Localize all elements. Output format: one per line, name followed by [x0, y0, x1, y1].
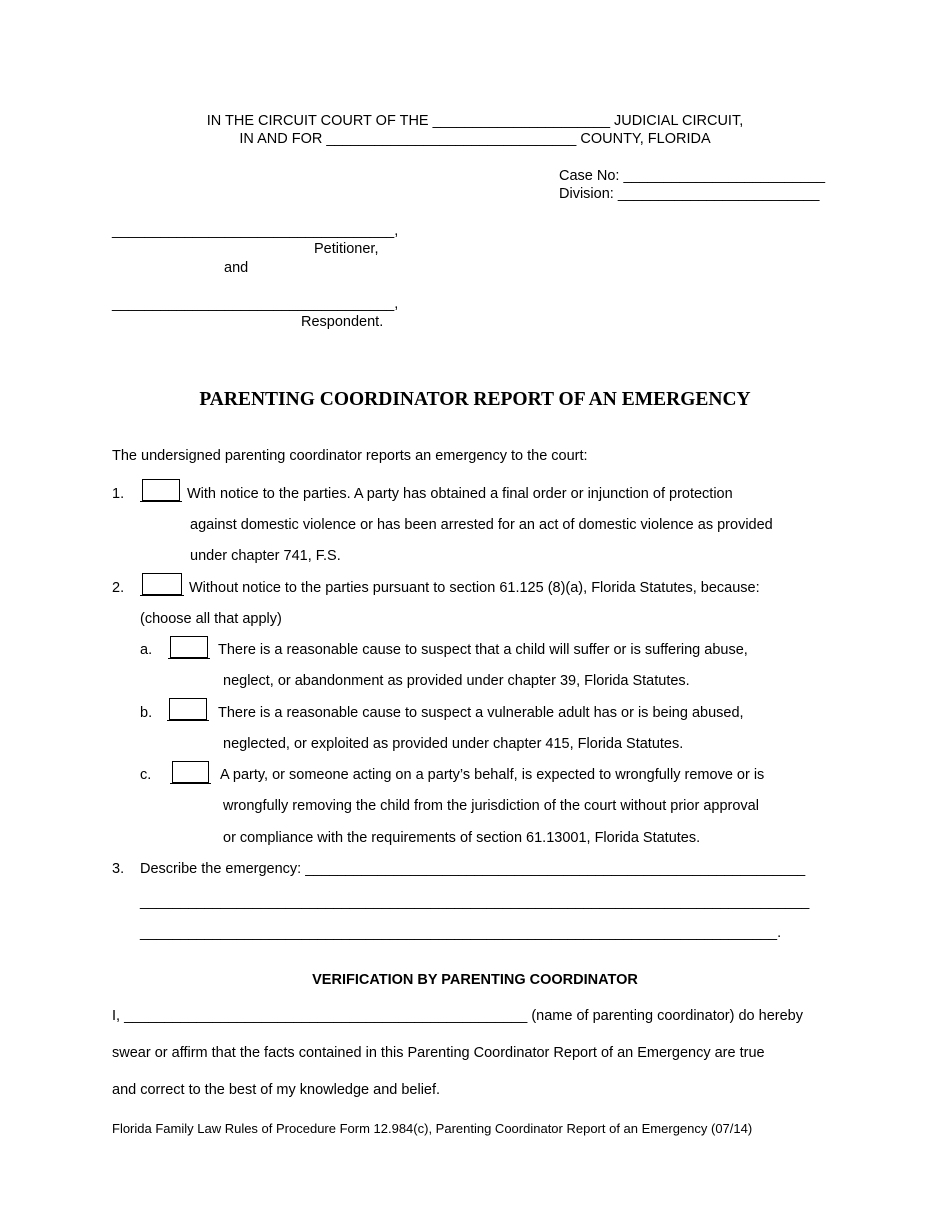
verification-heading: VERIFICATION BY PARENTING COORDINATOR [312, 972, 638, 988]
division-field[interactable]: Division: _________________________ [559, 186, 820, 202]
item-1-text-line-1: With notice to the parties. A party has obtained a final order or injunction of protection [187, 486, 733, 502]
court-line-1: IN THE CIRCUIT COURT OF THE ______________________ JUDICIAL CIRCUIT, [206, 113, 744, 129]
item-2b-letter: b. [140, 705, 153, 721]
and-label: and [224, 260, 249, 276]
respondent-label: Respondent. [301, 314, 384, 330]
verification-name-line[interactable]: I, __________________________________________________ (name of parenting coordinator) do hereby [112, 1008, 803, 1024]
item-2b-checkbox[interactable] [169, 698, 207, 720]
describe-emergency-line-2[interactable]: ___________________________________________________________________________________ [140, 894, 810, 910]
verification-text-line-2: swear or affirm that the facts contained in this Parenting Coordinator Report of an Emergency are true [112, 1045, 765, 1061]
case-number-field[interactable]: Case No: _________________________ [559, 168, 826, 184]
item-2b-text-line-2: neglected, or exploited as provided under chapter 415, Florida Statutes. [223, 736, 684, 752]
respondent-name-line[interactable]: ___________________________________, [112, 296, 399, 312]
item-2b-text-line-1: There is a reasonable cause to suspect a vulnerable adult has or is being abused, [218, 705, 744, 721]
item-2-text-line-1: Without notice to the parties pursuant to section 61.125 (8)(a), Florida Statutes, because: [189, 580, 760, 596]
item-2c-text-line-3: or compliance with the requirements of section 61.13001, Florida Statutes. [223, 830, 701, 846]
item-2a-letter: a. [140, 642, 153, 658]
item-3-number: 3. [112, 861, 125, 877]
item-1-text-line-3: under chapter 741, F.S. [190, 548, 341, 564]
describe-emergency-field[interactable]: Describe the emergency: ______________________________________________________________ [140, 861, 806, 877]
item-2-checkbox[interactable] [142, 573, 182, 595]
item-1-checkbox[interactable] [142, 479, 180, 501]
item-2c-text-line-1: A party, or someone acting on a party’s behalf, is expected to wrongfully remove or is [220, 767, 765, 783]
item-2-text-line-2: (choose all that apply) [140, 611, 282, 627]
item-2c-text-line-2: wrongfully removing the child from the jurisdiction of the court without prior approval [223, 798, 759, 814]
court-line-2: IN AND FOR _______________________________ COUNTY, FLORIDA [239, 131, 711, 147]
item-2c-checkbox[interactable] [172, 761, 209, 783]
verification-text-line-3: and correct to the best of my knowledge and belief. [112, 1082, 441, 1098]
intro-text: The undersigned parenting coordinator reports an emergency to the court: [112, 448, 588, 464]
page-title: PARENTING COORDINATOR REPORT OF AN EMERGENCY [199, 389, 751, 410]
item-2a-checkbox[interactable] [170, 636, 208, 658]
describe-emergency-line-3[interactable]: _______________________________________________________________________________. [140, 925, 782, 941]
item-1-text-line-2: against domestic violence or has been arrested for an act of domestic violence as provided [190, 517, 773, 533]
item-2c-letter: c. [140, 767, 152, 783]
form-footer: Florida Family Law Rules of Procedure Form 12.984(c), Parenting Coordinator Report of an Emergency (07/14) [112, 1121, 753, 1136]
item-1-number: 1. [112, 486, 125, 502]
item-2a-text-line-1: There is a reasonable cause to suspect that a child will suffer or is suffering abuse, [218, 642, 748, 658]
item-2-number: 2. [112, 580, 125, 596]
item-2a-text-line-2: neglect, or abandonment as provided under chapter 39, Florida Statutes. [223, 673, 690, 689]
petitioner-name-line[interactable]: ___________________________________, [112, 223, 399, 239]
petitioner-label: Petitioner, [314, 241, 379, 257]
